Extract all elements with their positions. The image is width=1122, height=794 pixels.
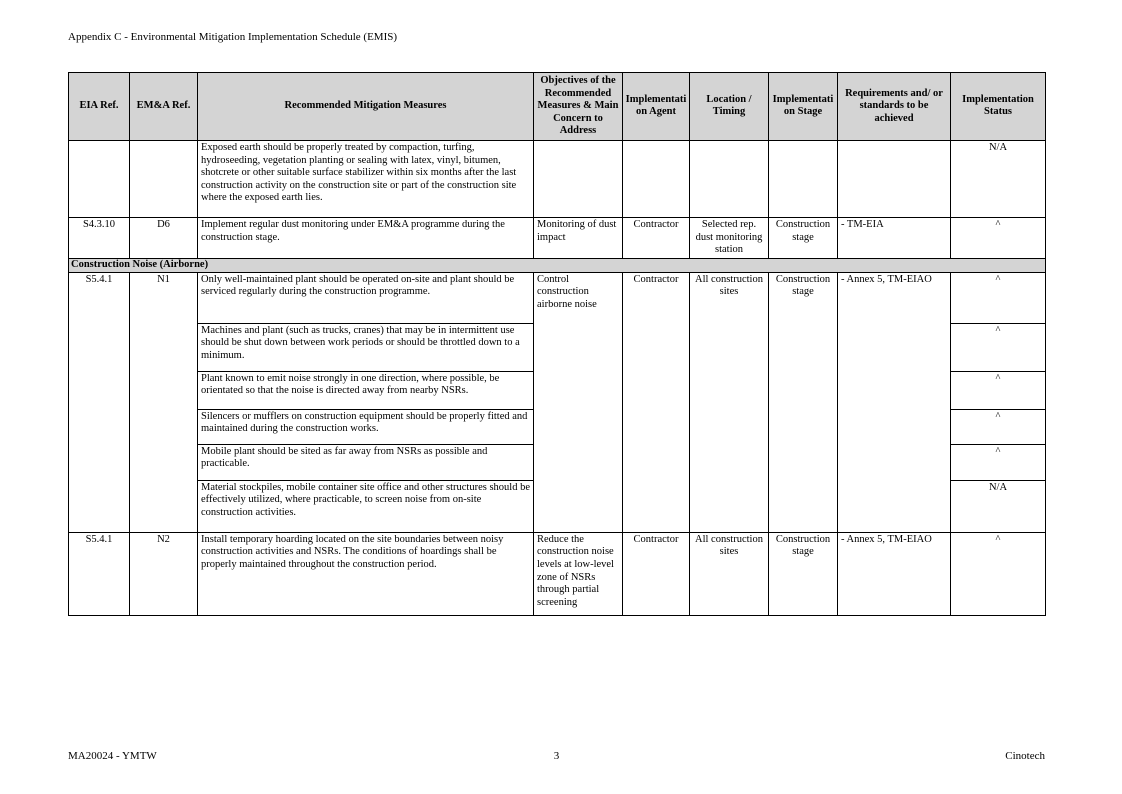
status-cell: ^ <box>951 532 1046 615</box>
col-header-objectives: Objectives of the Recommended Measures & Main Concern to Address <box>534 73 623 141</box>
col-header-stage: Implementation Stage <box>769 73 838 141</box>
measure-cell: Plant known to emit noise strongly in one direction, where possible, be orientated so that the noise is directed away from nearby NSRs. <box>198 371 534 409</box>
footer-page-number: 3 <box>553 750 560 762</box>
stage-cell: Construction stage <box>769 272 838 532</box>
ema-ref-cell: N1 <box>130 272 198 532</box>
table-row <box>69 272 1046 323</box>
objectives-cell <box>534 140 623 217</box>
stage-cell: Construction stage <box>769 532 838 615</box>
measure-cell: Silencers or mufflers on construction equipment should be properly fitted and maintained during the construction works. <box>198 409 534 444</box>
requirements-cell: - TM-EIA <box>838 217 951 258</box>
footer-project-code: MA20024 - YMTW <box>68 750 157 762</box>
measure-cell: Material stockpiles, mobile container site office and other structures should be effectively utilized, where practicable, to screen noise from on-site construction activities. <box>198 480 534 532</box>
location-cell: All construction sites <box>690 532 769 615</box>
stage-cell: Construction stage <box>769 217 838 258</box>
agent-cell: Contractor <box>623 272 690 532</box>
col-header-ema-ref: EM&A Ref. <box>130 73 198 141</box>
table-row <box>69 532 1046 615</box>
location-cell: All construction sites <box>690 272 769 532</box>
agent-cell: Contractor <box>623 532 690 615</box>
ema-ref-cell <box>130 140 198 217</box>
table-row <box>69 217 1046 258</box>
measure-cell: Machines and plant (such as trucks, cranes) that may be in intermittent use should be shut down between work periods or should be throttled down to a minimum. <box>198 323 534 371</box>
page-title: Appendix C - Environmental Mitigation Implementation Schedule (EMIS) <box>68 31 398 43</box>
measure-cell: Exposed earth should be properly treated by compaction, turfing, hydroseeding, vegetation planting or sealing with latex, vinyl, bitumen, shotcrete or other suitable surface stabilizer within six months after the last construction activity on the construction site or part of the construction site where the exposed earth lies. <box>198 140 534 217</box>
col-header-location: Location / Timing <box>690 73 769 141</box>
status-cell: N/A <box>951 140 1046 217</box>
measure-cell: Install temporary hoarding located on the site boundaries between noisy construction activities and NSRs. The conditions of hoardings shall be properly maintained throughout the construction period. <box>198 532 534 615</box>
ema-ref-cell: N2 <box>130 532 198 615</box>
eia-ref-cell: S5.4.1 <box>69 532 130 615</box>
measure-cell: Mobile plant should be sited as far away from NSRs as possible and practicable. <box>198 444 534 480</box>
objectives-cell: Reduce the construction noise levels at low-level zone of NSRs through partial screening <box>534 532 623 615</box>
location-cell <box>690 140 769 217</box>
table-header-row <box>69 73 1046 141</box>
requirements-cell <box>838 140 951 217</box>
eia-ref-cell: S4.3.10 <box>69 217 130 258</box>
section-header-cell: Construction Noise (Airborne) <box>69 258 1046 272</box>
requirements-cell: - Annex 5, TM-EIAO <box>838 272 951 532</box>
table-row <box>69 140 1046 217</box>
agent-cell: Contractor <box>623 217 690 258</box>
col-header-requirements: Requirements and/ or standards to be achieved <box>838 73 951 141</box>
status-cell: N/A <box>951 480 1046 532</box>
status-cell: ^ <box>951 371 1046 409</box>
status-cell: ^ <box>951 323 1046 371</box>
col-header-agent: Implementation Agent <box>623 73 690 141</box>
footer-company: Cinotech <box>1005 750 1045 762</box>
measure-cell: Only well-maintained plant should be operated on-site and plant should be serviced regularly during the construction programme. <box>198 272 534 323</box>
status-cell: ^ <box>951 409 1046 444</box>
measure-cell: Implement regular dust monitoring under EM&A programme during the construction stage. <box>198 217 534 258</box>
col-header-status: Implementation Status <box>951 73 1046 141</box>
eia-ref-cell: S5.4.1 <box>69 272 130 532</box>
ema-ref-cell: D6 <box>130 217 198 258</box>
location-cell: Selected rep. dust monitoring station <box>690 217 769 258</box>
stage-cell <box>769 140 838 217</box>
section-header-row <box>69 258 1046 272</box>
eia-ref-cell <box>69 140 130 217</box>
objectives-cell: Monitoring of dust impact <box>534 217 623 258</box>
status-cell: ^ <box>951 444 1046 480</box>
emis-table <box>68 72 1046 616</box>
requirements-cell: - Annex 5, TM-EIAO <box>838 532 951 615</box>
col-header-measures: Recommended Mitigation Measures <box>198 73 534 141</box>
status-cell: ^ <box>951 217 1046 258</box>
status-cell: ^ <box>951 272 1046 323</box>
objectives-cell: Control construction airborne noise <box>534 272 623 532</box>
col-header-eia-ref: EIA Ref. <box>69 73 130 141</box>
agent-cell <box>623 140 690 217</box>
